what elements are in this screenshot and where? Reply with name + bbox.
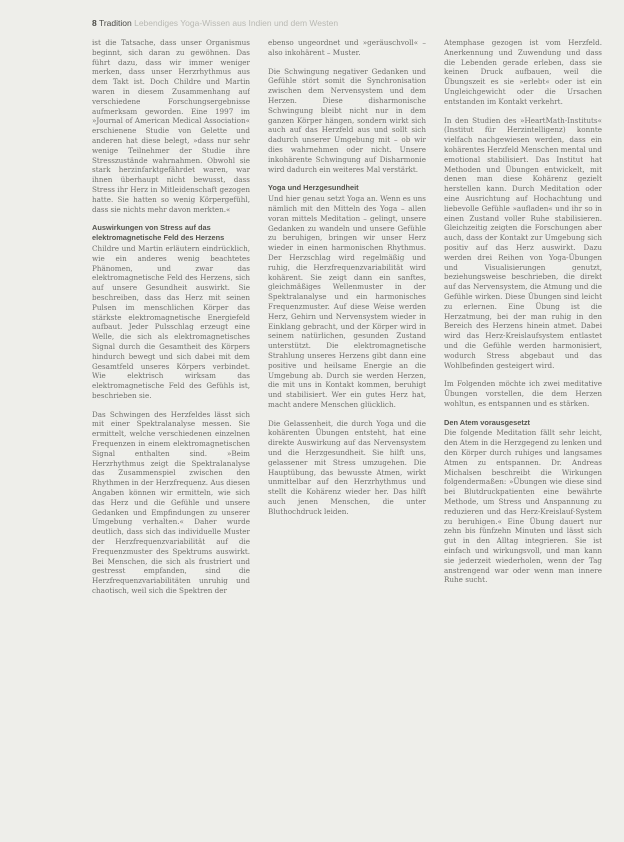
paragraph: Im Folgenden möchte ich zwei meditative Übungen vorstellen, die dem Herzen wohltun, es entspannen und es stärken.	[444, 379, 602, 408]
paragraph: ebenso ungeordnet und »geräuschvoll« – also inkohärent – Muster.	[268, 38, 426, 57]
paragraph: Das Schwingen des Herzfeldes lässt sich mit einer Spektralanalyse messen. Sie ermittelt, welche verschiedenen einzelnen Frequenzen in einem elektromagnetischen Signal enthalten sind. »Beim Herzrhythmus zeigt die Spektralanalyse das Zusammenspiel zwischen den Rhythmen in der Herzfrequenz. Aus diesen Angaben können wir ermitteln, wie sich das Herz und die Gefühle und unsere Gedanken und Empfindungen zu unserer Umgebung verhalten.« Daher wurde deutlich, dass sich das individuelle Muster der Herzfrequenzvariabilität auf die Frequenzmuster des Spektrums auswirkt. Bei Menschen, die sich als frustriert und gestresst empfanden, sind die Herzfrequenzvariabilitäten unruhig und chaotisch, weil sich die Spektren der	[92, 409, 250, 596]
paragraph: Die Gelassenheit, die durch Yoga und die kohärenten Übungen entsteht, hat eine direkte Auswirkung auf das Nervensystem und die Herzgesundheit. Sie hilft uns, gelassener mit Stress umzugehen. Die Hauptübung, das bewusste Atmen, wirkt unmittelbar auf den Herzrhythmus und stellt die Kohärenz wieder her. Das hilft auch jenen Menschen, die unter Bluthochdruck leiden.	[268, 418, 426, 516]
section-heading: Auswirkungen von Stress auf das elektromagnetische Feld des Herzens	[92, 223, 225, 243]
paragraph: Die folgende Meditation fällt sehr leicht, den Atem in die Herzgegend zu lenken und den Körper durch ruhiges und langsames Atmen zu entspannen. Dr. Andreas Michalsen beschreibt die Wirkungen folgendermaßen: »Übungen wie diese sind bei Blutdruckpatienten eine bewährte Methode, um Stress und Anspannung zu reduzieren und das Herz-Kreislauf-System zu beruhigen.« Eine Übung dauert nur zehn bis fünfzehn Minuten und lässt sich gut in den Alltag integrieren. Sie ist einfach und wirkungsvoll, und man kann sie jederzeit wiederholen, wenn der Tag anstrengend war oder wenn man innere Ruhe sucht.	[444, 428, 602, 585]
section-title: Tradition	[98, 18, 132, 28]
page-number: 8	[92, 18, 97, 28]
paragraph: Childre und Martin erläutern eindrücklich, wie ein anderes wenig beachtetes Phänomen, und zwar das elektromagnetische Feld des Herzens, sich auf unsere Gesundheit auswirkt. Sie beschreiben, dass das Herz mit seinen Pulsen im menschlichen Körper das stärkste elektromagnetische Energiefeld aufbaut. Jeder Pulsschlag erzeugt eine Welle, die sich als elektromagnetisches Signal durch die Gesamtheit des Körpers hindurch bewegt und sich dabei mit dem Gesamtfeld unseres Körpers verbindet. Wie elektrisch wirksam das elektromagnetische Feld des Gefühls ist, beschrieben sie.	[92, 243, 250, 400]
article-body	[92, 38, 602, 828]
text-column-2	[268, 38, 426, 828]
paragraph: Atemphase gezogen ist vom Herzfeld. Anerkennung und Zuwendung und dass die Lebenden gerade erleben, dass sie keinen Druck aufbauen, weil die Übungszeit es sie »erlebt« oder ist ein Ungleichgewicht oder die Ursachen entstanden im Kontakt verkehrt.	[444, 38, 602, 106]
header-subtitle: Lebendiges Yoga-Wissen aus Indien und dem Westen	[134, 18, 339, 28]
paragraph: In den Studien des »HeartMath-Instituts« (Institut für Herzintelligenz) konnte vielfach nachgewiesen werden, dass ein kohärentes Herzfeld Menschen mental und emotional stabilisiert. Das Institut hat Methoden und Übungen entwickelt, mit denen man diese Kohärenz gezielt herstellen kann. Durch Meditation oder eine Ausrichtung auf Hochachtung und liebevolle Gefühle »aufladen« und ihr so in einen Zustand voller Ruhe stabilisieren. Gleichzeitig zeigten die Forschungen aber auch, dass der Kontakt zur Umgebung sich positiv auf das Herz auswirkt. Dazu werden drei Reihen von Yoga-Übungen und Visualisierungen genutzt, beziehungsweise beschrieben, die direkt auf das Nervensystem, die Atmung und die Gefühle wirken. Diese Übungen sind leicht zu erlernen. Eine Übung ist die Herzatmung, bei der man ruhig in den Bereich des Herzens hinein atmet. Dabei wird das Herz-Kreislaufsystem entlastet und die Gefühle werden harmonisiert, wodurch Stress abgebaut und das Wohlbefinden gesteigert wird.	[444, 115, 602, 370]
section-heading: Yoga und Herzgesundheit	[268, 183, 359, 193]
section-heading: Den Atem vorausgesetzt	[444, 417, 530, 427]
text-column-1	[92, 38, 250, 828]
paragraph: Die Schwingung negativer Gedanken und Gefühle stört somit die Synchronisation zwischen dem Nervensystem und dem Herzen. Diese disharmonische Schwingung bleibt nicht nur in dem ganzen Körper hängen, sondern wirkt sich auch auf das Herzfeld aus und sollt sich dadurch unserer Umgebung mit – ob wir dies wahrnehmen oder nicht. Unsere inkohärente Schwingung auf Disharmonie wird dadurch ein weiteres Mal verstärkt.	[268, 66, 426, 174]
text-column-3	[444, 38, 602, 828]
paragraph: ist die Tatsache, dass unser Organismus beginnt, sich daran zu gewöhnen. Das führt dazu, dass wir immer weniger merken, dass unser Herzrhythmus aus dem Takt ist. Doch Childre und Martin waren in diesem Zusammenhang auf verschiedene Forschungsergebnisse aufmerksam geworden. Eine 1997 im »Journal of American Medical Association« erschienene Studie von Gelette und anderen hat diese belegt, »dass nur sehr wenige Teilnehmer der Studie ihre Stresszustände wahrnahmen. Obwohl sie stark herzinfarktgefährdet waren, war ihnen überhaupt nicht bewusst, dass Stress ihr Herz in Mitleidenschaft gezogen hatte. Sie hatten so wenig Körpergefühl, dass sie nichts mehr davon merkten.«	[92, 38, 250, 214]
paragraph: Und hier genau setzt Yoga an. Wenn es uns nämlich mit den Mitteln des Yoga – allen voran mittels Meditation – gelingt, unsere Gedanken zu wandeln und unsere Gefühle zu beruhigen, bringen wir unser Herz wieder in einen harmonischen Rhythmus. Der Herzschlag wird regelmäßig und ruhig, die Herzfrequenzvariabilität wird kohärent. Sie zeigt dann ein sanftes, gleichmäßiges Wellenmuster in der Spektralanalyse und ein harmonisches Frequenzmuster. Auf diese Weise werden Herz, Gehirn und Nervensystem wieder in Einklang gebracht, und der Körper wird in seinem natürlichen, gesunden Zustand unterstützt. Die elektromagnetische Strahlung unseres Herzens gibt dann eine positive und heilsame Energie an die Umgebung ab. Durch sie werden Herzen, die mit uns in Kontakt kommen, beruhigt und stabilisiert. Wer ein gutes Herz hat, macht andere Menschen glücklich.	[268, 194, 426, 409]
running-header	[92, 18, 592, 34]
